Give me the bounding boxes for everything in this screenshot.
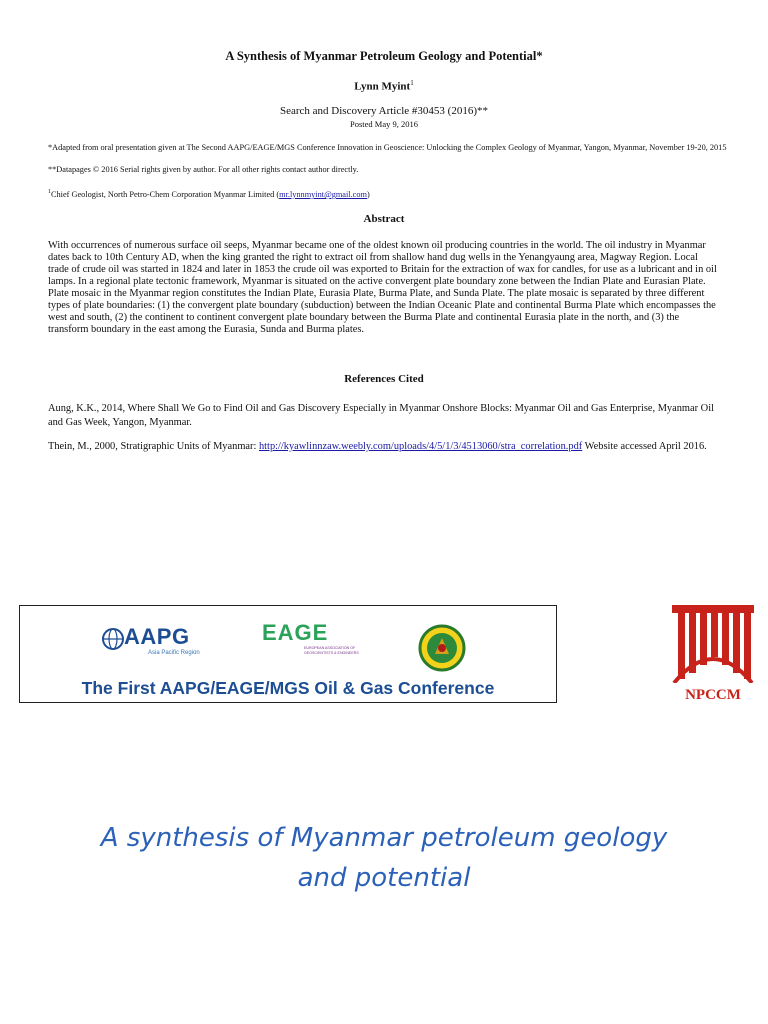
- author-superscript: 1: [410, 79, 414, 87]
- slide-title-line1: A synthesis of Myanmar petroleum geology: [100, 823, 668, 853]
- mgs-emblem-icon: [418, 624, 466, 672]
- eage-logo: EAGE: [262, 620, 329, 645]
- reference-aung: Aung, K.K., 2014, Where Shall We Go to Find Oil and Gas Discovery Especially in Myanmar Onshore Blocks: Myanmar Oil and Gas Enterprise, Myanmar Oil and Gas Week, Yangon, Myanmar.: [48, 403, 714, 428]
- slide-title-line2: and potential: [297, 863, 471, 893]
- reference-thein: [48, 440, 720, 454]
- affiliation-superscript: 1: [48, 189, 51, 195]
- affiliation: [48, 189, 370, 199]
- reference-thein-text: Thein, M., 2000, Stratigraphic Units of Myanmar:: [48, 441, 259, 452]
- affiliation-close: ): [366, 189, 370, 199]
- aapg-globe-icon: [102, 628, 124, 650]
- stratigraphy-pdf-link[interactable]: http://kyawlinnzaw.weebly.com/uploads/4/5/1/3/4513060/stra_correlation.pdf: [258, 441, 583, 452]
- page-title: A Synthesis of Myanmar Petroleum Geology and Potential*: [225, 49, 543, 63]
- author-text: Lynn Myint: [354, 80, 411, 93]
- reference-thein-suffix: Website accessed April 2016.: [582, 441, 707, 452]
- aapg-logo: AAPG: [124, 624, 190, 649]
- npccm-logo: [670, 605, 756, 713]
- conference-title: The First AAPG/EAGE/MGS Oil & Gas Conference: [81, 678, 495, 698]
- posted-date: Posted May 9, 2016: [350, 119, 418, 129]
- eage-subtitle: EUROPEAN ASSOCIATION OF GEOSCIENTISTS & ENGINEERS: [304, 646, 359, 655]
- conference-banner: [19, 605, 557, 703]
- adapted-note: *Adapted from oral presentation given at The Second AAPG/EAGE/MGS Conference Innovation in Geoscience: Unlocking the Complex Geology of Myanmar, Yangon, Myanmar, November 19-20, 2015: [48, 143, 727, 152]
- affiliation-text: Chief Geologist, North Petro-Chem Corporation Myanmar Limited (: [51, 189, 280, 199]
- article-number: Search and Discovery Article #30453 (2016)**: [279, 105, 489, 117]
- aapg-subtitle: Asia Pacific Region: [148, 650, 200, 656]
- abstract-body: With occurrences of numerous surface oil seeps, Myanmar became one of the oldest known oil producing countries in the world. The oil industry in Myanmar dates back to 10th Century AD, when the king granted the right to extract oil from shallow hand dug wells in the Yenangyaung area, Magway Region. Local trade of crude oil was started in 1824 and later in 1853 the crude oil was exported to Britain for the extraction of wax for candles, for use as a lubricant and in oil lamps. In a regional plate tectonic framework, Myanmar is situated on the active convergent plate boundary zone between the Indian Plate and Eurasian Plate. Plate mosaic in the Myanmar region constitutes the Indian Plate, Eurasia Plate, Burma Plate, and Sunda Plate. The plate mosaic is separated by three different types of plate boundaries: (1) the convergent plate boundary (subduction) between the Indian Oceanic Plate and continental Burma Plate which encompasses the west and south, (2) the continent to continent convergent plate boundary between the Burma Plate and continental Eurasia plate in the north, and (3) the transform boundary in the east among the Eurasia, Sunda and Burma plates.: [48, 240, 717, 335]
- author-email-link[interactable]: mr.lynnmyint@gmail.com: [279, 189, 367, 199]
- npccm-emblem-icon: [672, 605, 754, 683]
- datapages-note: **Datapages © 2016 Serial rights given by author. For all other rights contact author directly.: [48, 165, 359, 174]
- abstract-heading: Abstract: [363, 213, 405, 225]
- author-name: [0, 79, 768, 93]
- npccm-label: NPCCM: [685, 687, 741, 703]
- slide-title: [0, 818, 768, 898]
- references-heading: References Cited: [344, 373, 424, 385]
